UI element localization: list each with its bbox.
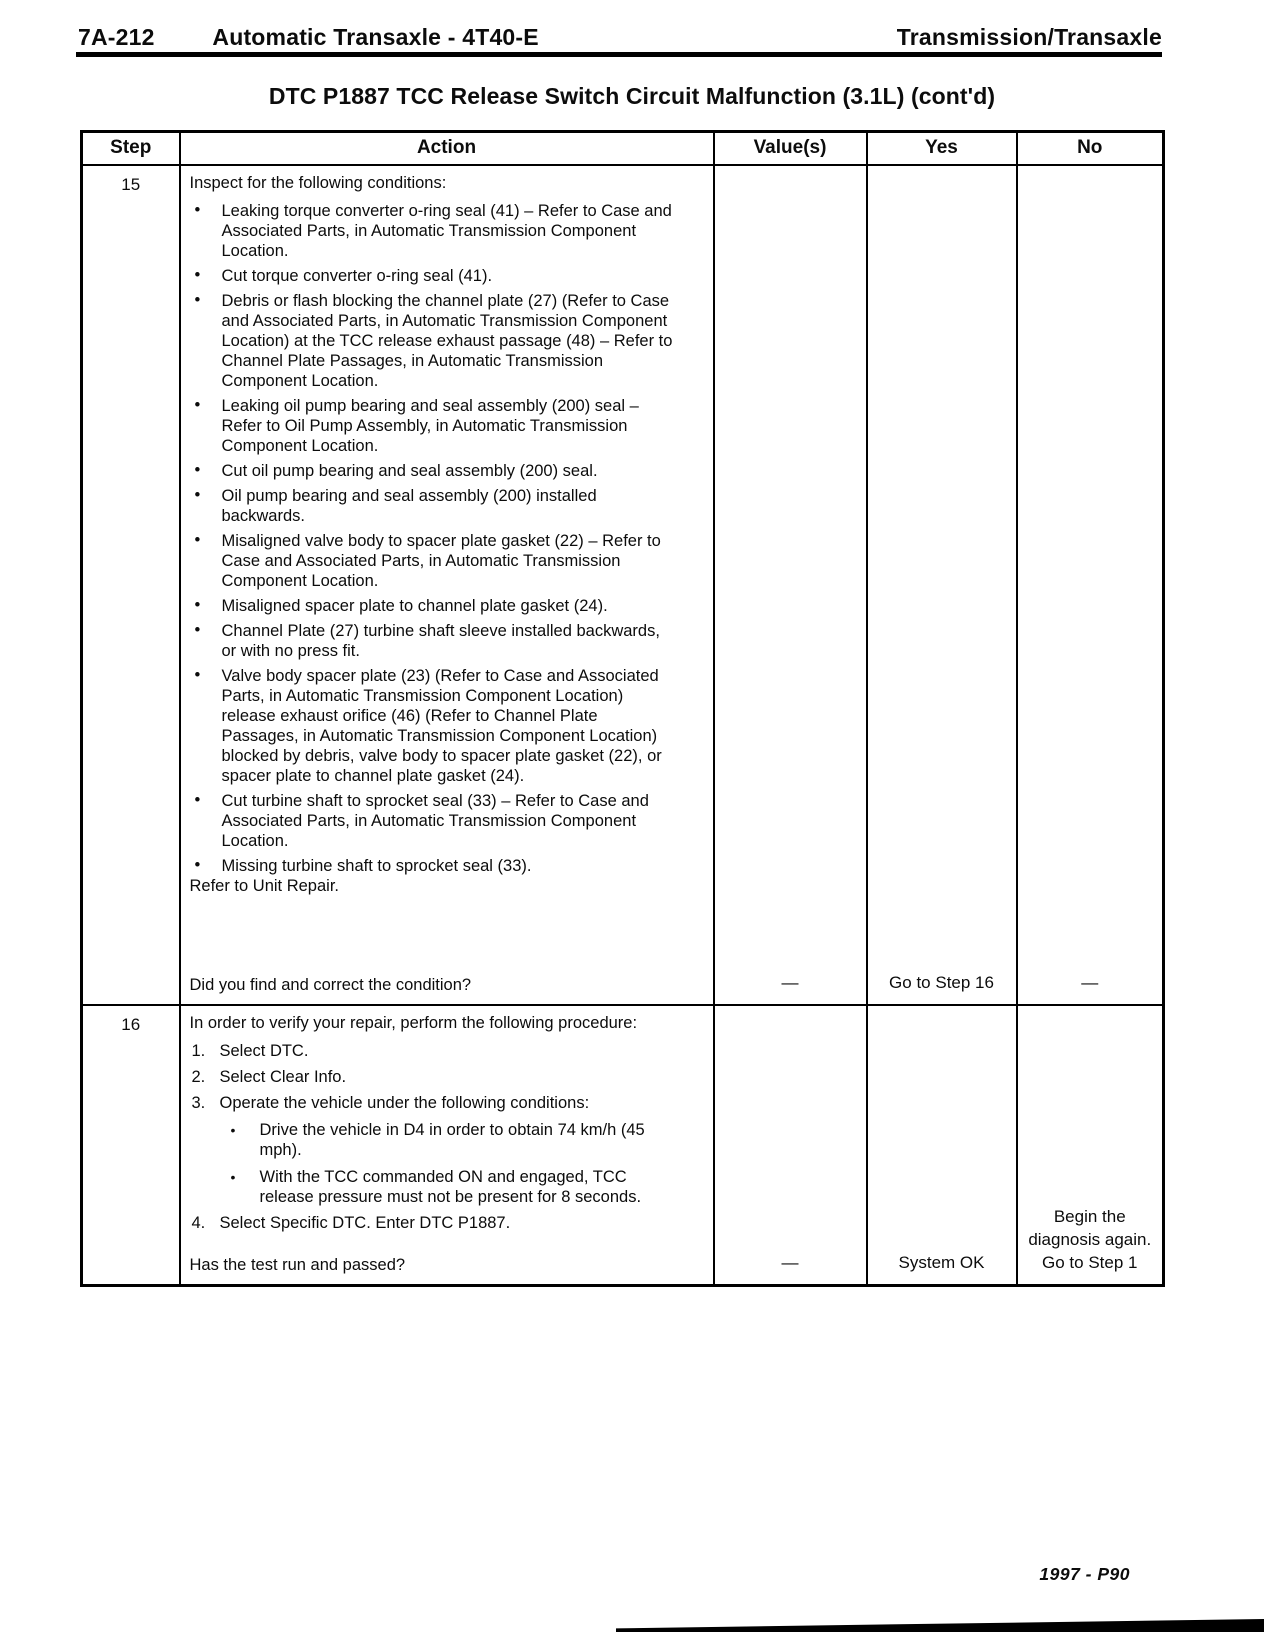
footer-code: 1997 - P90 [1039,1564,1130,1584]
condition-list [190,196,677,876]
procedure-step [190,1093,677,1207]
chapter-title: Transmission/Transaxle [896,24,1162,50]
action-cell [180,1005,714,1286]
action-content [190,173,677,995]
procedure-step-number: 3. [191,1093,206,1112]
procedure-step-number: 1. [191,1041,206,1060]
action-question: Has the test run and passed? [189,1255,406,1274]
condition-item: • Misaligned spacer plate to channel plate gasket (24). [190,596,677,616]
condition-item: • Cut torque converter o-ring seal (41). [190,266,677,286]
sub-condition-list [220,1120,677,1207]
yes-cell: System OK [867,1005,1017,1286]
procedure-step-number: 2. [191,1067,206,1086]
table-body [82,165,1164,1286]
sub-condition-item: • With the TCC commanded ON and engaged, TCC release pressure must not be present for 8 seconds. [220,1167,677,1207]
condition-item: • Oil pump bearing and seal assembly (200) installed backwards. [190,486,677,526]
condition-item: • Misaligned valve body to spacer plate gasket (22) – Refer to Case and Associated Parts, in Automatic Transmission Component Location. [190,531,677,591]
procedure-step-text: Select Clear Info. [219,1067,347,1086]
sub-condition-item: • Drive the vehicle in D4 in order to obtain 74 km/h (45 mph). [220,1120,677,1160]
procedure-step-text: Select DTC. [219,1041,309,1060]
procedure-list [190,1035,677,1233]
values-cell: — [714,1005,867,1286]
procedure-step [190,1041,677,1061]
condition-item: • Valve body spacer plate (23) (Refer to Case and Associated Parts, in Automatic Transmission Component Location) release exhaust orifice (46) (Refer to Channel Plate Passages, in Automatic Transmission Component Location) blocked by debris, valve body to spacer plate gasket (22), or spacer plate to channel plate gasket (24). [190,666,677,786]
procedure-step-text: Select Specific DTC. Enter DTC P1887. [219,1213,511,1232]
action-note: Refer to Unit Repair. [189,876,339,895]
yes-cell: Go to Step 16 [867,165,1017,1005]
condition-item: • Cut turbine shaft to sprocket seal (33) – Refer to Case and Associated Parts, in Automatic Transmission Component Location. [190,791,677,851]
page-number: 7A-212 [78,24,155,50]
page-header [78,24,1162,51]
header-rule [76,52,1162,57]
col-header-values: Value(s) [714,132,867,165]
condition-item: • Missing turbine shaft to sprocket seal (33). [190,856,677,876]
procedure-step [190,1067,677,1087]
dtc-diagnostic-table [80,130,1165,1287]
step-cell: 15 [82,165,180,1005]
bottom-scan-bar [616,1619,1264,1632]
action-intro: Inspect for the following conditions: [189,173,447,192]
action-content [190,1013,677,1275]
col-header-action: Action [180,132,714,165]
table-row [82,1005,1164,1286]
condition-item: • Cut oil pump bearing and seal assembly (200) seal. [190,461,677,481]
no-cell: Begin the diagnosis again. Go to Step 1 [1017,1005,1164,1286]
condition-item: • Debris or flash blocking the channel plate (27) (Refer to Case and Associated Parts, in Automatic Transmission Component Location) at the TCC release exhaust passage (48) – Refer to Channel Plate Passages, in Automatic Transmission Component Location. [190,291,677,391]
action-question: Did you find and correct the condition? [189,975,472,994]
condition-item: • Leaking oil pump bearing and seal assembly (200) seal – Refer to Oil Pump Assembly, in Automatic Transmission Component Location. [190,396,677,456]
col-header-no: No [1017,132,1164,165]
header-left [78,24,539,51]
procedure-step-number: 4. [191,1213,206,1232]
doc-title: DTC P1887 TCC Release Switch Circuit Malfunction (3.1L) (cont'd) [268,83,996,109]
section-title: Automatic Transaxle - 4T40-E [212,24,539,50]
procedure-step [190,1213,677,1233]
no-cell: — [1017,165,1164,1005]
action-cell [180,165,714,1005]
condition-item: • Leaking torque converter o-ring seal (41) – Refer to Case and Associated Parts, in Automatic Transmission Component Location. [190,201,677,261]
table-row [82,165,1164,1005]
table-header [82,132,1164,165]
action-intro: In order to verify your repair, perform the following procedure: [189,1013,638,1032]
col-header-yes: Yes [867,132,1017,165]
col-header-step: Step [82,132,180,165]
condition-item: • Channel Plate (27) turbine shaft sleeve installed backwards, or with no press fit. [190,621,677,661]
values-cell: — [714,165,867,1005]
step-cell: 16 [82,1005,180,1286]
procedure-step-text: Operate the vehicle under the following conditions: [219,1093,590,1112]
